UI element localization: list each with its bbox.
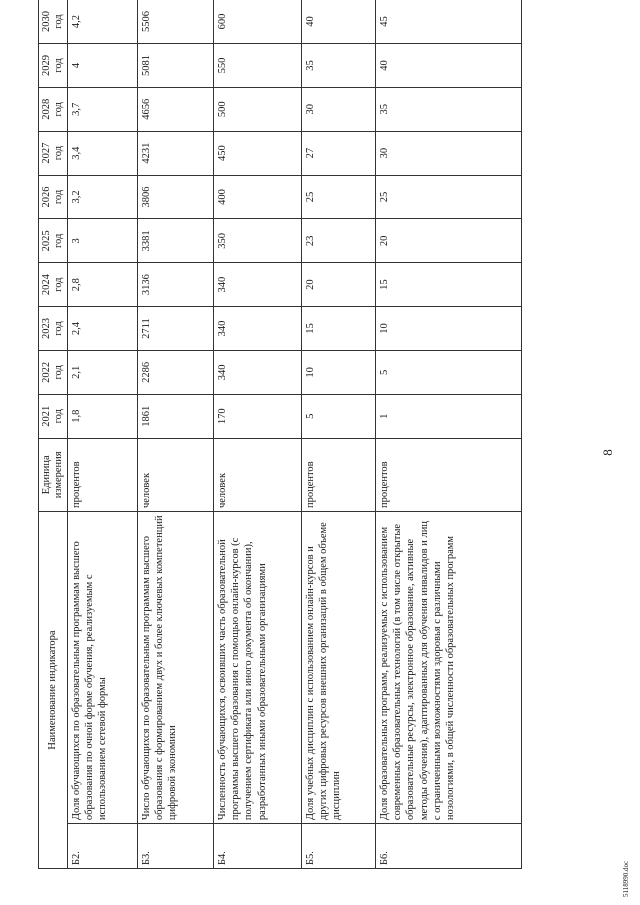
indicator-code: Б5. (302, 824, 376, 869)
indicator-value: 3,7 (68, 87, 138, 131)
table-row (214, 0, 302, 869)
table-header-row (39, 0, 68, 869)
indicator-value: 4231 (138, 131, 214, 175)
indicator-value: 20 (302, 263, 376, 307)
indicator-value: 2,4 (68, 307, 138, 351)
indicator-value: 4656 (138, 87, 214, 131)
indicator-value: 450 (214, 131, 302, 175)
indicator-value: 35 (376, 87, 522, 131)
indicator-value: 350 (214, 219, 302, 263)
indicator-value: 35 (302, 44, 376, 88)
indicator-value: 340 (214, 263, 302, 307)
indicator-value: 20 (376, 219, 522, 263)
header-year: 2030 год (39, 0, 68, 44)
indicator-value: 2286 (138, 350, 214, 394)
indicator-value: 2711 (138, 307, 214, 351)
indicator-value: 5081 (138, 44, 214, 88)
indicator-value: 4,2 (68, 0, 138, 44)
indicator-value: 1,8 (68, 394, 138, 438)
indicator-value: 2,1 (68, 350, 138, 394)
indicator-value: 10 (376, 307, 522, 351)
indicator-unit: процентов (302, 438, 376, 511)
indicator-value: 3136 (138, 263, 214, 307)
indicator-value: 10 (302, 350, 376, 394)
indicator-value: 40 (376, 44, 522, 88)
indicator-value: 3381 (138, 219, 214, 263)
indicator-value: 25 (302, 175, 376, 219)
page-number: 8 (600, 449, 615, 456)
indicator-value: 27 (302, 131, 376, 175)
indicator-value: 23 (302, 219, 376, 263)
indicator-value: 500 (214, 87, 302, 131)
indicator-value: 5 (376, 350, 522, 394)
indicator-value: 550 (214, 44, 302, 88)
indicator-value: 5 (302, 394, 376, 438)
indicator-value: 3 (68, 219, 138, 263)
indicator-name: Численность обучающихся, освоивших часть образовательной программы высшего образования с помощью онлайн-курсов (с получением сертификата или иного документа об окончании), разработанных иными образовательными организациями (214, 512, 302, 824)
indicator-value: 340 (214, 307, 302, 351)
header-year: 2023 год (39, 307, 68, 351)
indicator-value: 25 (376, 175, 522, 219)
indicator-name: Доля образовательных программ, реализуемых с использованием современных образовательных технологий (в том числе открытые образовательные ресурсы, электронное образование, активные методы обучения), адаптированных для обучения инвалидов и лиц с ограниченными возможностями здоровья с различными нозологиями, в общей численности образовательных программ (376, 512, 522, 824)
indicator-value: 170 (214, 394, 302, 438)
header-unit: Единица измерения (39, 438, 68, 511)
table-row (138, 0, 214, 869)
indicator-code: Б4. (214, 824, 302, 869)
indicator-value: 4 (68, 44, 138, 88)
indicator-value: 15 (302, 307, 376, 351)
footer-filename: 5118990.doc (622, 860, 630, 897)
indicator-value: 400 (214, 175, 302, 219)
indicator-unit: процентов (68, 438, 138, 511)
indicator-name: Доля обучающихся по образовательным программам высшего образования по очной форме обучения, реализуемым с использованием сетевой формы (68, 512, 138, 824)
table-row (68, 0, 138, 869)
indicator-value: 5506 (138, 0, 214, 44)
indicator-value: 1 (376, 394, 522, 438)
header-year: 2028 год (39, 87, 68, 131)
header-year: 2021 год (39, 394, 68, 438)
indicator-value: 600 (214, 0, 302, 44)
indicator-value: 340 (214, 350, 302, 394)
indicator-value: 3,2 (68, 175, 138, 219)
table-row (376, 0, 522, 869)
indicator-code: Б2. (68, 824, 138, 869)
indicator-code: Б3. (138, 824, 214, 869)
indicator-value: 15 (376, 263, 522, 307)
indicator-unit: процентов (376, 438, 522, 511)
header-indicator-name: Наименование индикатора (39, 512, 68, 869)
indicator-value: 2,8 (68, 263, 138, 307)
indicator-name: Доля учебных дисциплин с использованием онлайн-курсов и других цифровых ресурсов внешних организаций в общем объеме дисциплин (302, 512, 376, 824)
indicator-value: 40 (302, 0, 376, 44)
table-row (302, 0, 376, 869)
indicator-value: 3,4 (68, 131, 138, 175)
indicator-code: Б6. (376, 824, 522, 869)
indicator-value: 1861 (138, 394, 214, 438)
header-year: 2027 год (39, 131, 68, 175)
header-year: 2029 год (39, 44, 68, 88)
header-year: 2025 год (39, 219, 68, 263)
indicator-unit: человек (214, 438, 302, 511)
indicator-value: 30 (302, 87, 376, 131)
indicator-value: 45 (376, 0, 522, 44)
indicator-table (38, 0, 522, 869)
indicator-name: Число обучающихся по образовательным программам высшего образования с формированием двух и более ключевых компетенций цифровой экономики (138, 512, 214, 824)
header-year: 2026 год (39, 175, 68, 219)
header-year: 2024 год (39, 263, 68, 307)
header-year: 2022 год (39, 350, 68, 394)
indicator-value: 30 (376, 131, 522, 175)
indicator-value: 3806 (138, 175, 214, 219)
indicator-unit: человек (138, 438, 214, 511)
